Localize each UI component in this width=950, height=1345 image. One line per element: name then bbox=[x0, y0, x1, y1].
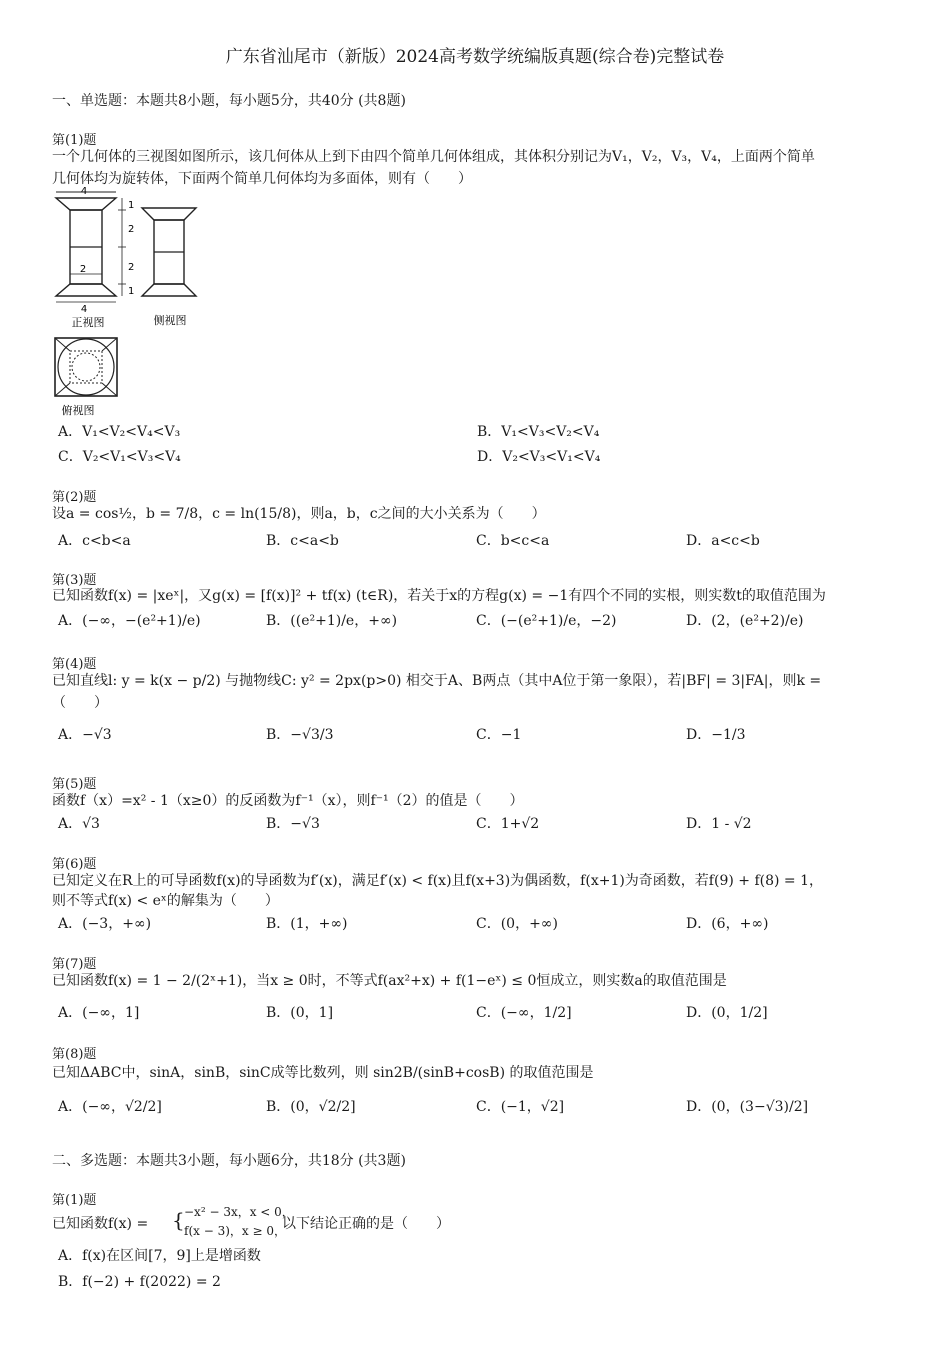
q1-option-d[interactable]: D．V₂<V₃<V₁<V₄ bbox=[477, 449, 601, 465]
q6-option-c[interactable]: C．(0，+∞) bbox=[476, 916, 558, 932]
q6-option-d[interactable]: D．(6，+∞) bbox=[686, 916, 769, 932]
dim-2a: 2 bbox=[128, 224, 135, 235]
q1-head: 第(1)题 bbox=[52, 133, 97, 148]
q2-option-d[interactable]: D．a<c<b bbox=[686, 533, 760, 549]
page-title: 广东省汕尾市（新版）2024高考数学统编版真题(综合卷)完整试卷 bbox=[225, 47, 725, 67]
q7-option-d[interactable]: D．(0，1/2] bbox=[686, 1005, 768, 1021]
section-single-choice: 一、单选题：本题共8小题，每小题5分，共40分 (共8题) bbox=[52, 93, 406, 109]
q8-stem: 已知ΔABC中，sinA，sinB，sinC成等比数列，则 sin2B/(sinB+cosB) 的取值范围是 bbox=[52, 1065, 594, 1081]
top-view-label: 俯视图 bbox=[61, 404, 95, 417]
top-frustum bbox=[56, 198, 116, 210]
q8-option-b[interactable]: B．(0，√2/2] bbox=[266, 1099, 356, 1115]
side-view-label: 侧视图 bbox=[153, 314, 187, 327]
q5-option-d[interactable]: D．1 - √2 bbox=[686, 816, 752, 832]
bottom-frustum bbox=[56, 284, 116, 296]
dim-1b: 1 bbox=[128, 286, 135, 297]
q8-option-d[interactable]: D．(0，(3−√3)/2] bbox=[686, 1099, 809, 1115]
q6-head: 第(6)题 bbox=[52, 857, 97, 872]
q5-stem: 函数f（x）=x² - 1（x≥0）的反函数为f⁻¹（x），则f⁻¹（2）的值是（ ） bbox=[52, 793, 524, 809]
q4-stem-line1: 已知直线l: y = k(x − p/2) 与抛物线C: y² = 2px(p>0) 相交于A、B两点（其中A位于第一象限），若|BF| = 3|FA|，则k = bbox=[52, 673, 822, 689]
q4-head: 第(4)题 bbox=[52, 657, 97, 672]
section-multiple-choice: 二、多选题：本题共3小题，每小题6分，共18分 (共3题) bbox=[52, 1153, 406, 1169]
top-view-figure bbox=[52, 336, 122, 418]
m1-brace: { bbox=[172, 1208, 185, 1232]
m1-case1: −x² − 3x，x < 0， bbox=[184, 1205, 294, 1219]
dim-4-bottom: 4 bbox=[80, 304, 88, 315]
q5-head: 第(5)题 bbox=[52, 777, 97, 792]
q1-option-b[interactable]: B．V₁<V₃<V₂<V₄ bbox=[477, 424, 600, 440]
q8-option-a[interactable]: A．(−∞，√2/2] bbox=[58, 1099, 162, 1115]
q3-stem: 已知函数f(x) = |xeˣ|，又g(x) = [f(x)]² + tf(x) (t∈R)，若关于x的方程g(x) = −1有四个不同的实根，则实数t的取值范围为 bbox=[52, 588, 826, 604]
side-bottom bbox=[142, 284, 196, 296]
side-top bbox=[142, 208, 196, 220]
dim-2-mid: 2 bbox=[79, 264, 87, 275]
q2-option-b[interactable]: B．c<a<b bbox=[266, 533, 339, 549]
q2-head: 第(2)题 bbox=[52, 490, 97, 505]
dim-1a: 1 bbox=[128, 200, 135, 211]
q1-stem-line1: 一个几何体的三视图如图所示，该几何体从上到下由四个简单几何体组成，其体积分别记为V₁，V₂，V₃，V₄，上面两个简单 bbox=[52, 149, 815, 165]
front-view-drawing bbox=[50, 186, 210, 332]
q5-option-c[interactable]: C．1+√2 bbox=[476, 816, 540, 832]
q2-option-a[interactable]: A．c<b<a bbox=[58, 533, 131, 549]
dim-2b: 2 bbox=[128, 262, 135, 273]
q5-option-b[interactable]: B．−√3 bbox=[266, 816, 320, 832]
m1-option-a[interactable]: A．f(x)在区间[7，9]上是增函数 bbox=[58, 1248, 261, 1264]
q1-option-a[interactable]: A．V₁<V₂<V₄<V₃ bbox=[58, 424, 181, 440]
q4-option-a[interactable]: A．−√3 bbox=[58, 727, 112, 743]
top-view-drawing bbox=[52, 336, 122, 418]
q3-option-b[interactable]: B．((e²+1)/e，+∞) bbox=[266, 613, 398, 629]
q6-stem-line1: 已知定义在R上的可导函数f(x)的导函数为f′(x)，满足f′(x) < f(x)且f(x+3)为偶函数，f(x+1)为奇函数，若f(9) + f(8) = 1， bbox=[52, 873, 824, 889]
q2-option-c[interactable]: C．b<c<a bbox=[476, 533, 550, 549]
q6-option-a[interactable]: A．(−3，+∞) bbox=[58, 916, 152, 932]
m1-stem-pre: 已知函数f(x) = bbox=[52, 1216, 149, 1232]
m1-stem-post: 以下结论正确的是（ ） bbox=[282, 1216, 450, 1232]
q3-option-c[interactable]: C．(−(e²+1)/e，−2) bbox=[476, 613, 617, 629]
q4-option-b[interactable]: B．−√3/3 bbox=[266, 727, 334, 743]
q8-head: 第(8)题 bbox=[52, 1047, 97, 1062]
m1-option-b[interactable]: B．f(−2) + f(2022) = 2 bbox=[58, 1274, 221, 1290]
q4-option-c[interactable]: C．−1 bbox=[476, 727, 522, 743]
m1-head: 第(1)题 bbox=[52, 1193, 97, 1208]
q4-option-d[interactable]: D．−1/3 bbox=[686, 727, 746, 743]
q7-option-c[interactable]: C．(−∞，1/2] bbox=[476, 1005, 572, 1021]
q3-option-d[interactable]: D．(2，(e²+2)/e) bbox=[686, 613, 804, 629]
q6-option-b[interactable]: B．(1，+∞) bbox=[266, 916, 348, 932]
q8-option-c[interactable]: C．(−1，√2] bbox=[476, 1099, 565, 1115]
front-view-label: 正视图 bbox=[71, 316, 105, 329]
q3-option-a[interactable]: A．(−∞，−(e²+1)/e) bbox=[58, 613, 201, 629]
q1-option-c[interactable]: C．V₂<V₁<V₃<V₄ bbox=[58, 449, 181, 465]
q7-option-a[interactable]: A．(−∞，1] bbox=[58, 1005, 140, 1021]
q7-option-b[interactable]: B．(0，1] bbox=[266, 1005, 334, 1021]
q4-stem-line2: （ ） bbox=[52, 695, 108, 711]
q5-option-a[interactable]: A．√3 bbox=[58, 816, 100, 832]
q3-head: 第(3)题 bbox=[52, 573, 97, 588]
front-view-figure bbox=[50, 186, 210, 332]
q6-stem-line2: 则不等式f(x) < eˣ的解集为（ ） bbox=[52, 893, 279, 909]
q7-stem: 已知函数f(x) = 1 − 2/(2ˣ+1)，当x ≥ 0时，不等式f(ax²+x) + f(1−eˣ) ≤ 0恒成立，则实数a的取值范围是 bbox=[52, 973, 727, 989]
q1-stem-line2: 几何体均为旋转体，下面两个简单几何体均为多面体，则有（ ） bbox=[52, 171, 472, 187]
q7-head: 第(7)题 bbox=[52, 957, 97, 972]
dim-4-top: 4 bbox=[80, 186, 88, 197]
m1-case2: f(x − 3)，x ≥ 0， bbox=[184, 1224, 286, 1238]
q2-stem: 设a = cos½，b = 7/8，c = ln(15/8)，则a，b，c之间的大小关系为（ ） bbox=[52, 506, 546, 522]
